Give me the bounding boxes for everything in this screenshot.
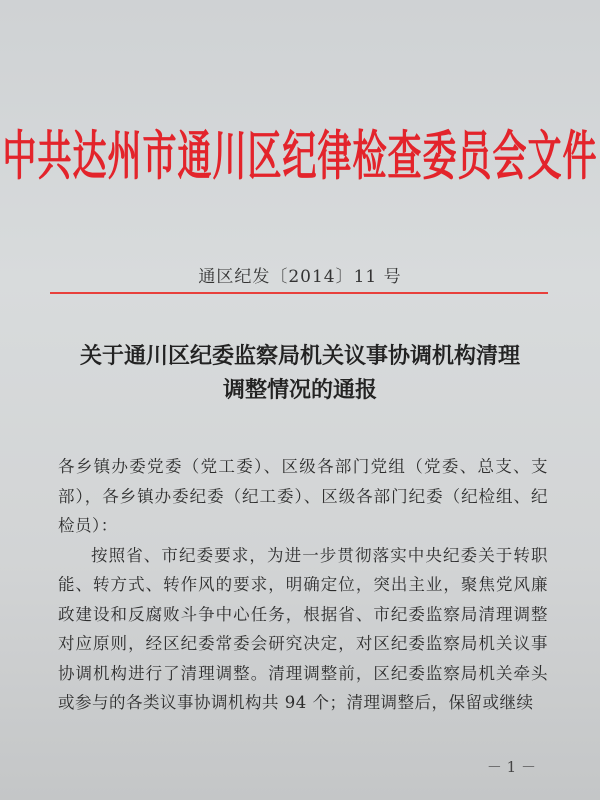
red-divider-line (50, 292, 548, 294)
addressees-paragraph: 各乡镇办委党委（党工委）、区级各部门党组（党委、总支、支部），各乡镇办委纪委（纪工委）、区级各部门纪委（纪检组、纪检员）： (58, 457, 548, 535)
document-body (58, 452, 548, 718)
subject-line-1: 关于通川区纪委监察局机关议事协调机构清理 (79, 344, 520, 369)
document-subject (0, 340, 600, 408)
document-header-title: 中共达州市通川区纪律检查委员会文件 (2, 125, 598, 188)
body-paragraph-1: 按照省、市纪委要求，为进一步贯彻落实中央纪委关于转职能、转方式、转作风的要求，明确定位，突出主业，聚焦党风廉政建设和反腐败斗争中心任务，根据省、市纪委监察局清理调整对应原则，经区纪委常委会研究决定，对区纪委监察局机关议事协调机构进行了清理调整。清理调整前，区纪委监察局机关牵头或参与的各类议事协调机构共 94 个；清理调整后，保留或继续 (58, 545, 548, 712)
document-number: 通区纪发〔2014〕11 号 (198, 267, 402, 287)
subject-line-2: 调整情况的通报 (222, 378, 377, 403)
page-number: － 1 － (486, 758, 536, 776)
